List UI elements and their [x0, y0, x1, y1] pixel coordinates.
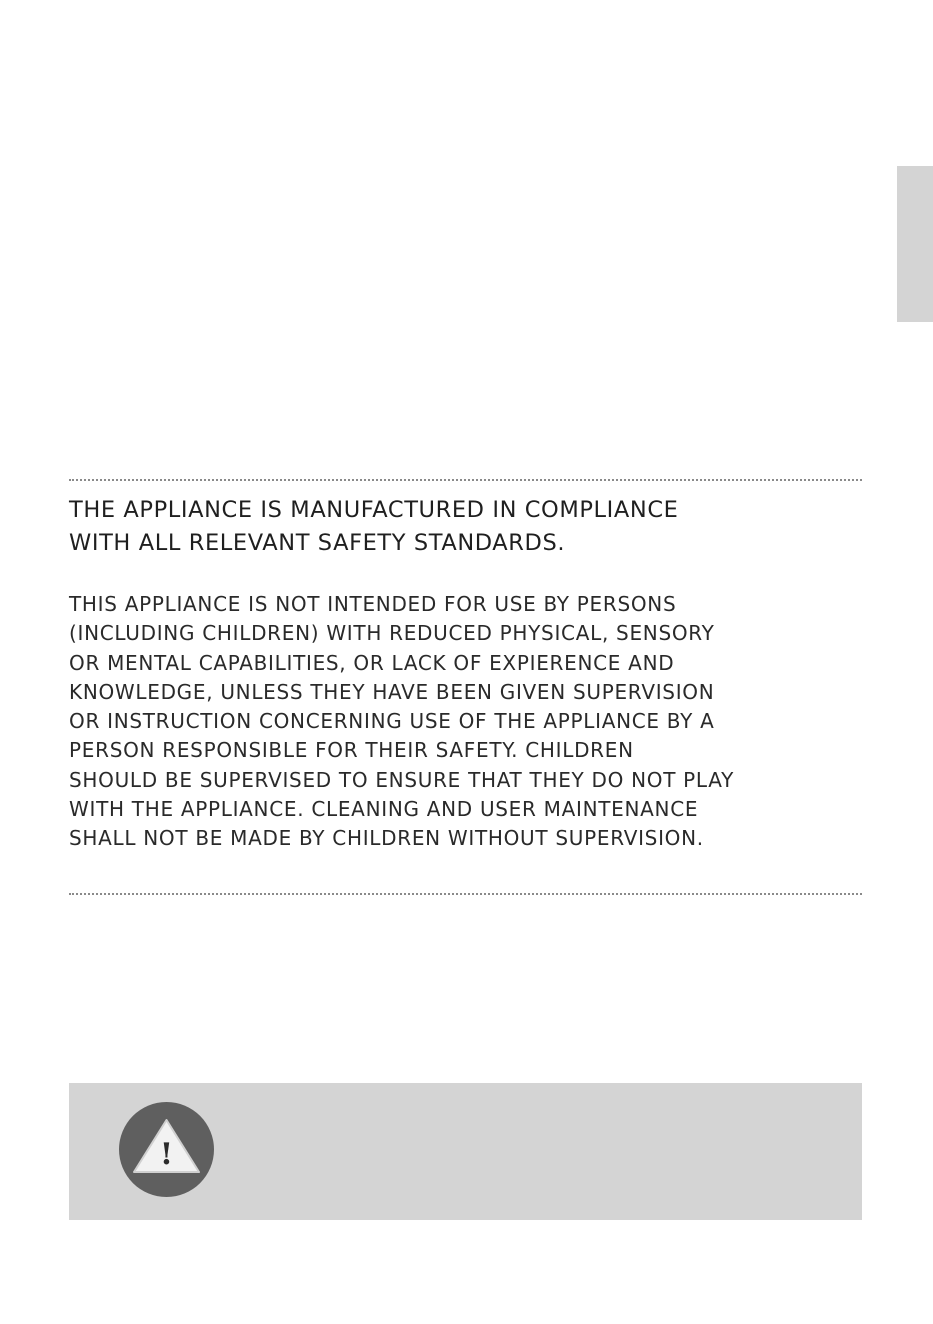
warning-triangle-icon [119, 1102, 214, 1197]
safety-notice-line: (INCLUDING CHILDREN) WITH REDUCED PHYSICAL, SENSORY [69, 621, 715, 646]
safety-notice-line: THIS APPLIANCE IS NOT INTENDED FOR USE BY PERSONS [69, 592, 677, 616]
compliance-heading-line: WITH ALL RELEVANT SAFETY STANDARDS. [69, 530, 566, 556]
warning-exclamation-glyph: ! [159, 1137, 174, 1172]
safety-notice-line: WITH THE APPLIANCE. CLEANING AND USER MAINTENANCE [69, 797, 699, 822]
safety-notice-line: OR INSTRUCTION CONCERNING USE OF THE APPLIANCE BY A [69, 709, 715, 734]
side-section-tab [897, 166, 933, 322]
top-dotted-divider [69, 479, 862, 481]
safety-notice-line: PERSON RESPONSIBLE FOR THEIR SAFETY. CHILDREN [69, 738, 634, 763]
safety-notice-line: SHALL NOT BE MADE BY CHILDREN WITHOUT SUPERVISION. [69, 826, 704, 851]
compliance-heading-line: THE APPLIANCE IS MANUFACTURED IN COMPLIANCE [69, 497, 679, 523]
compliance-heading [69, 494, 869, 560]
safety-notice-line: KNOWLEDGE, UNLESS THEY HAVE BEEN GIVEN SUPERVISION [69, 679, 715, 704]
warning-panel [69, 1083, 862, 1220]
bottom-dotted-divider [69, 893, 862, 895]
safety-notice-paragraph [69, 590, 869, 854]
safety-notice-line: OR MENTAL CAPABILITIES, OR LACK OF EXPIERENCE AND [69, 650, 675, 675]
safety-notice-line: SHOULD BE SUPERVISED TO ENSURE THAT THEY DO NOT PLAY [69, 767, 734, 792]
